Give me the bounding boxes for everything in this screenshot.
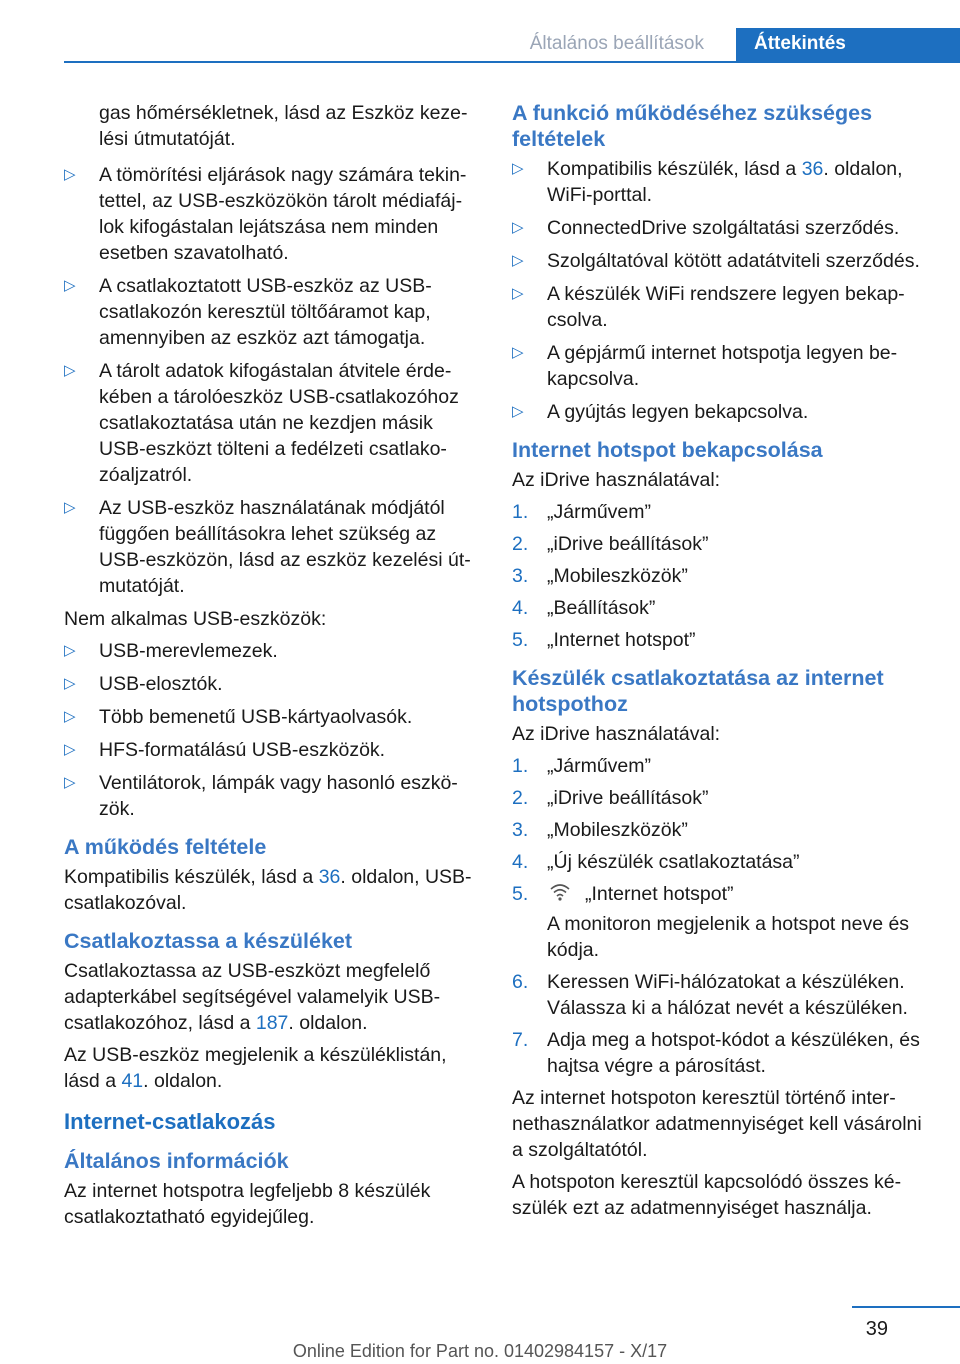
list-item: ▷ A gépjármű internet hotspotja legyen bekapcsolva.: [512, 342, 898, 390]
step-item: 5. „Internet hotspot”: [512, 881, 932, 909]
page-header: [0, 28, 960, 62]
triangle-right-icon: ▷: [64, 499, 76, 516]
step-item: 6. Keressen WiFi-hálózatokat a készüléken. Válassza ki a hálózat nevét a készüléken.: [512, 971, 908, 1019]
general-text: Az internet hotspotra legfeljebb 8 készülék csatlakoztatható egyidejűleg.: [64, 1180, 431, 1228]
list-item: ▷ Az USB-eszköz használatának módjától függően beállításokra lehet szükség az USB-eszközön, lásd az eszköz kezelési útmutatóját.: [64, 497, 471, 597]
unsuitable-intro: Nem alkalmas USB-eszközök:: [64, 608, 327, 630]
step-item: 3. „Mobileszközök”: [512, 565, 688, 587]
right-column: [512, 100, 932, 1227]
page-link[interactable]: 36: [801, 158, 824, 180]
hotspot-intro: Az iDrive használatával:: [512, 469, 721, 491]
triangle-right-icon: ▷: [512, 219, 524, 236]
triangle-right-icon: ▷: [512, 160, 524, 177]
page-link[interactable]: 41: [121, 1070, 144, 1092]
heading-hotspot-enable: Internet hotspot bekapcsolása: [512, 438, 823, 462]
triangle-right-icon: ▷: [64, 642, 76, 659]
continuation-text: gas hőmérsékletnek, lásd az Eszköz kezelési útmutatóját.: [99, 102, 468, 150]
heading-requirement: A működés feltétele: [64, 835, 267, 859]
heading-internet: Internet-csatlakozás: [64, 1109, 276, 1134]
connect-text: Csatlakoztassa az USB-eszközt megfelelő adapterkábel segítségével valamelyik USB-csatlakozóhoz, lásd a 187. oldalon.: [64, 960, 441, 1034]
left-column: [64, 100, 480, 1236]
list-item: ▷ Szolgáltatóval kötött adatátviteli szerződés.: [512, 250, 920, 272]
list-item: ▷ A csatlakoztatott USB-eszköz az USB-csatlakozón keresztül töltőáramot kap, amennyiben az eszköz azt támogatja.: [64, 275, 432, 349]
triangle-right-icon: ▷: [64, 675, 76, 692]
edition-footer: Online Edition for Part no. 01402984157 - X/17: [292, 1341, 668, 1361]
list-item: ▷ Kompatibilis készülék, lásd a 36. oldalon, WiFi-porttal.: [512, 158, 903, 206]
triangle-right-icon: ▷: [512, 252, 524, 269]
page-number: 39: [865, 1318, 888, 1340]
data-note: Az internet hotspoton keresztül történő internethasználatkor adatmennyiséget kell vásárolni a szolgáltatótól.: [512, 1087, 922, 1161]
step-item: 1. „Járművem”: [512, 501, 652, 523]
triangle-right-icon: ▷: [512, 344, 524, 361]
triangle-right-icon: ▷: [64, 741, 76, 758]
triangle-right-icon: ▷: [64, 708, 76, 725]
step-item: 3. „Mobileszközök”: [512, 819, 688, 841]
wifi-icon: [549, 882, 571, 909]
triangle-right-icon: ▷: [64, 362, 76, 379]
shared-note: A hotspoton keresztül kapcsolódó összes készülék ezt az adatmennyiséget használja.: [512, 1171, 902, 1219]
step-item: 1. „Járművem”: [512, 755, 652, 777]
list-item: ▷ A tárolt adatok kifogástalan átvitele érdekében a tárolóeszköz USB-csatlakozóhoz csatlakoztatása után ne kezdjen másik USB-eszközt tölteni a fedélzeti csatlakozóaljzatról.: [64, 360, 459, 486]
heading-general-info: Általános információk: [64, 1149, 289, 1173]
list-item: ▷ Több bemenetű USB-kártyaolvasók.: [64, 706, 413, 728]
heading-prerequisites: A funkció működéséhez szükséges feltételek: [512, 101, 873, 151]
list-item: ▷ A készülék WiFi rendszere legyen bekapcsolva.: [512, 283, 905, 331]
connect-intro: Az iDrive használatával:: [512, 723, 721, 745]
section-title: Általános beállítások: [529, 33, 704, 54]
list-item: ▷ ConnectedDrive szolgáltatási szerződés.: [512, 217, 900, 239]
heading-connect-hotspot: Készülék csatlakoztatása az internet hotspothoz: [512, 666, 884, 716]
list-item: ▷ A gyújtás legyen bekapcsolva.: [512, 401, 809, 423]
heading-connect-device: Csatlakoztassa a készüléket: [64, 929, 353, 953]
list-item: ▷ Ventilátorok, lámpák vagy hasonló eszközök.: [64, 772, 458, 820]
triangle-right-icon: ▷: [512, 285, 524, 302]
requirement-text: Kompatibilis készülék, lásd a 36. oldalon, USB-csatlakozóval.: [64, 866, 472, 914]
list-item: ▷ USB-elosztók.: [64, 673, 223, 695]
step-item: 7. Adja meg a hotspot-kódot a készüléken, és hajtsa végre a párosítást.: [512, 1029, 920, 1077]
list-item: ▷ A tömörítési eljárások nagy számára tekintettel, az USB-eszközökön tárolt médiafájlok kifogástalan lejátszása nem minden esetben szavatolható.: [64, 164, 467, 264]
step-item: 4. „Beállítások”: [512, 597, 656, 619]
list-item: ▷ USB-merevlemezek.: [64, 640, 278, 662]
step-item: 4. „Új készülék csatlakoztatása”: [512, 851, 800, 873]
header-rule: [64, 61, 960, 63]
triangle-right-icon: ▷: [512, 403, 524, 420]
triangle-right-icon: ▷: [64, 166, 76, 183]
page-link[interactable]: 187: [255, 1012, 289, 1034]
triangle-right-icon: ▷: [64, 774, 76, 791]
step-item: 2. „iDrive beállítások”: [512, 533, 709, 555]
step-note: A monitoron megjelenik a hotspot neve és kódja.: [547, 913, 910, 961]
list-item: ▷ HFS-formatálású USB-eszközök.: [64, 739, 386, 761]
step-item: 2. „iDrive beállítások”: [512, 787, 709, 809]
footer-rule: [852, 1306, 960, 1308]
step-item: 5. „Internet hotspot”: [512, 629, 696, 651]
triangle-right-icon: ▷: [64, 277, 76, 294]
page-link[interactable]: 36: [318, 866, 341, 888]
appears-text: Az USB-eszköz megjelenik a készüléklistán, lásd a 41. oldalon.: [64, 1044, 447, 1092]
chapter-tab: Áttekintés: [736, 28, 960, 62]
